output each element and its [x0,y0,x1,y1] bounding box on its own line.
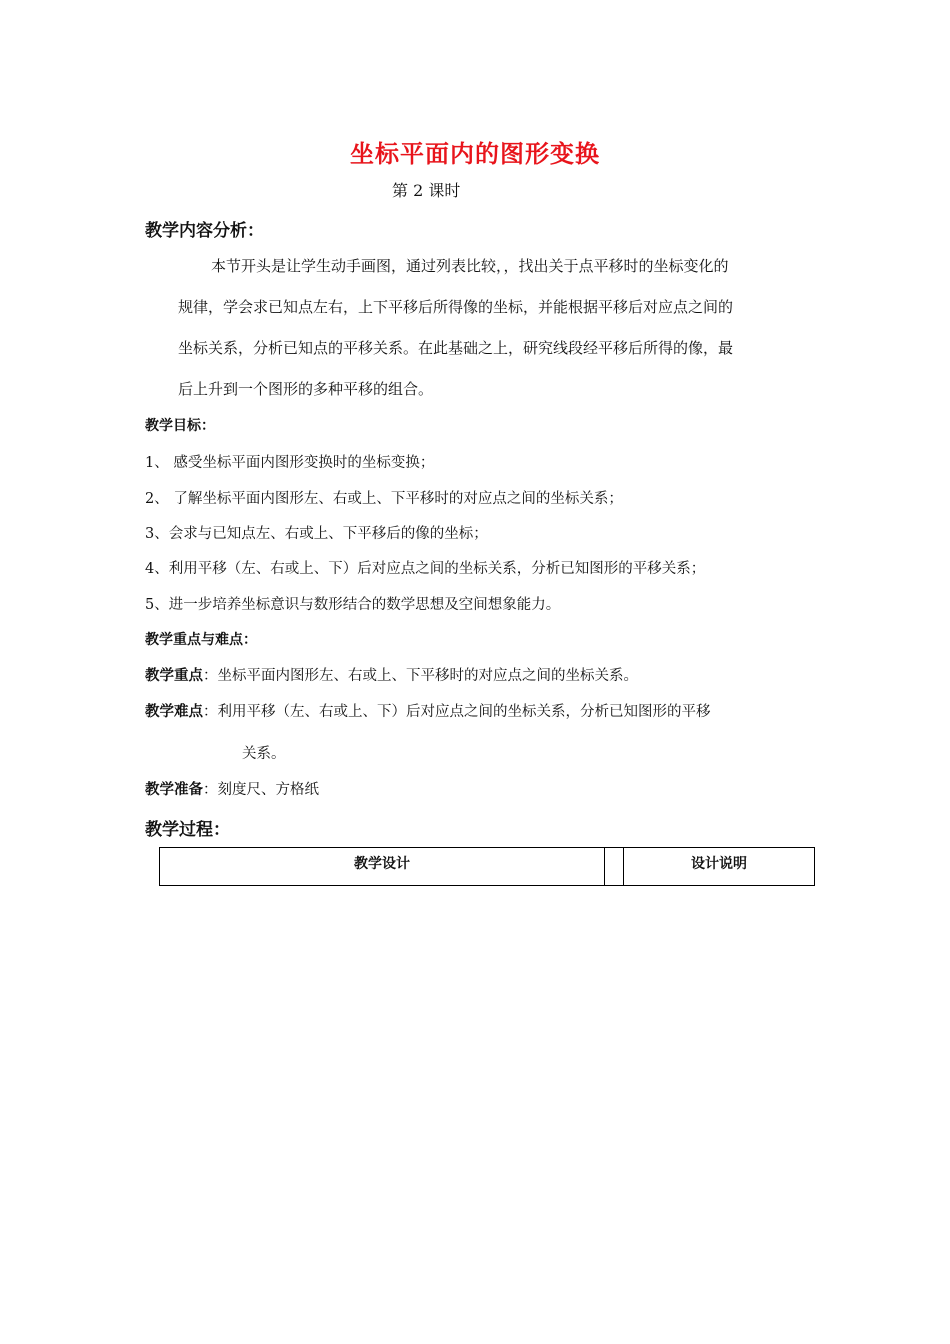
difficulty-continuation: 关系。 [242,746,286,762]
objective-item: 2、 了解坐标平面内图形左、右或上、下平移时的对应点之间的坐标关系； [145,491,623,507]
objectives-heading: 教学目标： [145,418,215,434]
process-table [159,847,815,886]
focus-label: 教学重点 [145,668,203,684]
preparation-label: 教学准备 [145,782,203,798]
objective-item: 5、进一步培养坐标意识与数形结合的数学思想及空间想象能力。 [145,597,561,613]
lesson-number: 第 2 课时 [392,181,461,200]
difficulty-label: 教学难点 [145,704,203,720]
column-header-notes-label: 设计说明 [691,856,747,872]
objective-item: 3、会求与已知点左、右或上、下平移后的像的坐标； [145,526,488,542]
objective-item: 1、 感受坐标平面内图形变换时的坐标变换； [145,455,435,471]
focus-text: ：坐标平面内图形左、右或上、下平移时的对应点之间的坐标关系。 [203,668,638,684]
analysis-line-4: 后上升到一个图形的多种平移的组合。 [178,380,434,398]
teaching-difficulty [145,700,711,721]
key-points-heading: 教学重点与难点： [145,632,257,648]
analysis-line-1: 本节开头是让学生动手画图，通过列表比较，，找出关于点平移时的坐标变化的 [211,257,729,275]
objective-item: 4、利用平移（左、右或上、下）后对应点之间的坐标关系，分析已知图形的平移关系； [145,561,706,577]
analysis-line-3: 坐标关系，分析已知点的平移关系。在此基础之上，研究线段经平移后所得的像，最 [178,339,734,357]
analysis-line-2: 规律，学会求已知点左右，上下平移后所得像的坐标，并能根据平移后对应点之间的 [178,298,734,316]
content-analysis-heading: 教学内容分析： [145,221,264,241]
document-title: 坐标平面内的图形变换 [350,140,600,168]
column-header-design [160,848,605,886]
table-header-row [160,848,815,886]
column-header-notes [624,848,815,886]
table-spacer-cell [605,848,624,886]
preparation-text: ：刻度尺、方格纸 [203,782,319,798]
teaching-focus [145,664,638,685]
difficulty-text: ：利用平移（左、右或上、下）后对应点之间的坐标关系，分析已知图形的平移 [203,704,711,720]
column-header-design-label: 教学设计 [354,856,410,872]
teaching-preparation [145,778,319,799]
process-heading: 教学过程： [145,820,230,840]
